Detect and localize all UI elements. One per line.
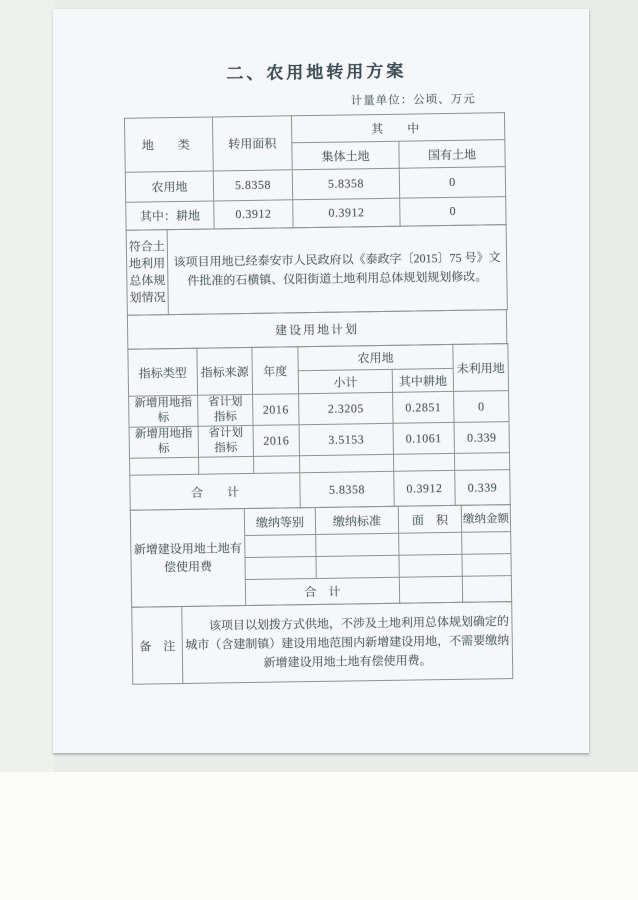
subtotal-value: 2.3205 <box>299 392 393 424</box>
remarks-table <box>131 601 513 685</box>
cultivated-value: 0.1061 <box>393 422 454 454</box>
empty-cell <box>462 576 511 603</box>
total-cultivated: 0.3912 <box>394 470 456 506</box>
construction-plan-table <box>127 343 510 511</box>
planning-compliance-table <box>126 224 508 316</box>
planning-compliance-label: 符合土地利用总体规划情况 <box>126 230 168 316</box>
empty-cell <box>245 534 316 557</box>
remarks-label: 备 注 <box>132 606 183 684</box>
indicator-source: 省计划指标 <box>198 425 253 457</box>
empty-cell <box>399 554 462 577</box>
collective-value: 0.3912 <box>293 198 400 228</box>
scanned-content <box>47 5 594 757</box>
empty-cell <box>462 554 511 577</box>
total-subtotal: 5.8358 <box>300 471 395 507</box>
indicator-type: 新增用地指标 <box>129 395 198 427</box>
header-indicator-type: 指标类型 <box>128 348 198 396</box>
header-subtotal: 小计 <box>298 369 392 393</box>
empty-cell <box>130 457 199 475</box>
total-label: 合 计 <box>130 473 301 511</box>
subtotal-value: 3.5153 <box>299 423 393 455</box>
header-fee-area: 面 积 <box>398 505 461 533</box>
header-indicator-source: 指标来源 <box>197 347 253 395</box>
cultivated-value: 0.2851 <box>393 391 454 423</box>
empty-cell <box>299 454 393 472</box>
header-cultivated: 其中耕地 <box>392 368 453 392</box>
area-value: 0.3912 <box>214 200 293 229</box>
state-value: 0 <box>400 197 506 227</box>
empty-cell <box>245 556 316 579</box>
header-land-type: 地 类 <box>124 117 213 172</box>
header-breakdown: 其 中 <box>291 113 504 143</box>
row-label: 农用地 <box>125 171 213 202</box>
empty-cell <box>393 453 454 471</box>
header-unused-land: 未利用地 <box>453 344 509 392</box>
header-payment-grade: 缴纳等别 <box>244 507 315 535</box>
state-value: 0 <box>399 167 505 199</box>
form-tables <box>124 112 512 685</box>
construction-plan-title: 建设用地计划 <box>127 310 506 350</box>
empty-cell <box>198 456 253 474</box>
header-farmland: 农用地 <box>298 344 453 370</box>
unused-value: 0.339 <box>454 422 509 454</box>
unit-note: 计量单位：公顷、万元 <box>350 93 476 108</box>
fee-table <box>130 504 512 608</box>
land-conversion-table <box>124 112 507 231</box>
empty-cell <box>316 555 399 578</box>
year-value: 2016 <box>253 425 299 457</box>
header-conversion-area: 转用面积 <box>212 116 292 171</box>
row-label: 其中：耕地 <box>126 201 214 230</box>
header-payment-amount: 缴纳金额 <box>461 505 510 533</box>
header-state-land: 国有土地 <box>399 140 505 169</box>
empty-cell <box>399 532 462 555</box>
fee-total-label: 合 计 <box>245 577 399 605</box>
unused-value: 0 <box>454 391 509 423</box>
indicator-source: 省计划指标 <box>198 394 253 426</box>
header-collective-land: 集体土地 <box>292 141 399 170</box>
year-value: 2016 <box>253 394 299 426</box>
header-payment-standard: 缴纳标准 <box>315 506 398 534</box>
collective-value: 5.8358 <box>292 168 399 200</box>
planning-compliance-text: 该项目用地已经泰安市人民政府以《泰政字〔2015〕75 号》文件批准的石横镇、仪阳街道土地利用总体规划规划修改。 <box>167 225 507 315</box>
indicator-type: 新增用地指标 <box>129 426 198 458</box>
total-unused: 0.339 <box>455 470 511 506</box>
empty-cell <box>454 453 509 471</box>
fee-section-label: 新增建设用地土地有偿使用费 <box>130 509 245 608</box>
remarks-text: 该项目以划拨方式供地，不涉及土地利用总体规划确定的城市（含建制镇）建设用地范围内新增建设用地，不需要缴纳新增建设用地土地有偿使用费。 <box>182 602 513 684</box>
page-title: 二、农用地转用方案 <box>226 61 407 84</box>
empty-cell <box>462 532 511 555</box>
empty-cell <box>399 576 462 603</box>
empty-cell <box>253 456 299 474</box>
document-page <box>53 9 589 753</box>
empty-cell <box>316 533 399 556</box>
area-value: 5.8358 <box>213 170 292 201</box>
header-year: 年度 <box>252 347 299 395</box>
